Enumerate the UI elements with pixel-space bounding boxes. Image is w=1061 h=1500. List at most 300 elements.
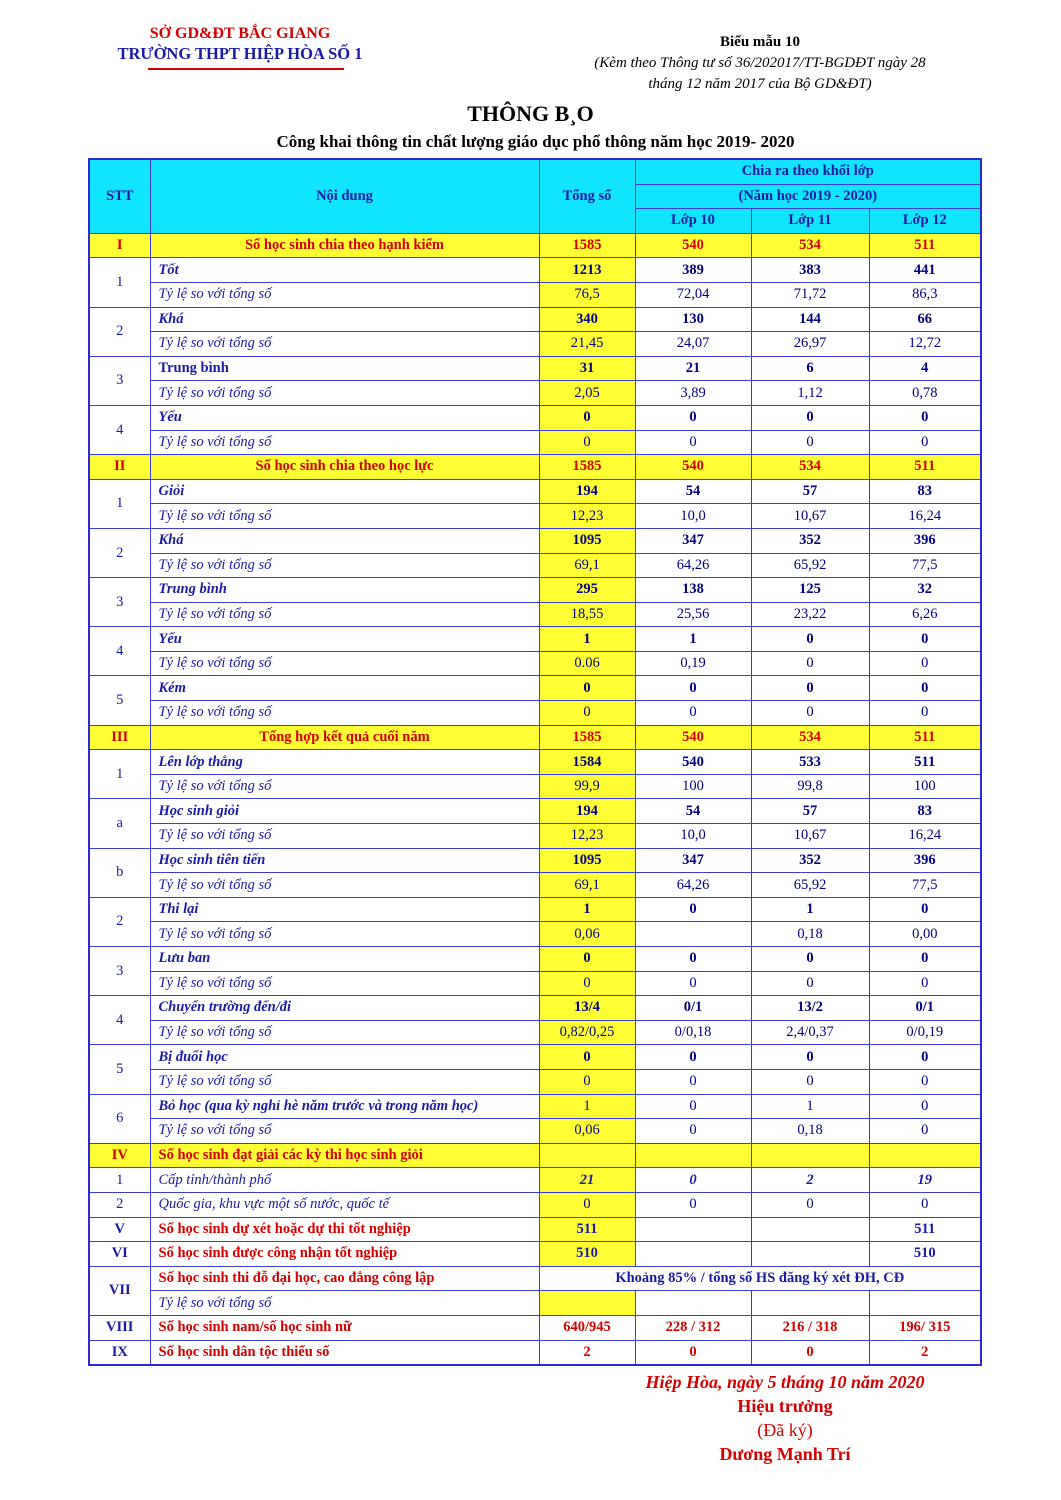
ratio-cell: 26,97 — [751, 332, 869, 357]
count-cell: 510 — [869, 1242, 981, 1267]
row-label: Yếu — [150, 405, 539, 430]
section-value: 540 — [635, 455, 751, 480]
ratio-cell: 0 — [635, 1069, 751, 1094]
count-cell: 4 — [869, 356, 981, 381]
row-number: 5 — [89, 676, 150, 725]
ratio-cell: 0 — [751, 701, 869, 726]
count-cell: 228 / 312 — [635, 1315, 751, 1340]
count-cell: 0 — [751, 676, 869, 701]
table-row — [89, 455, 981, 480]
row-label: Khá — [150, 528, 539, 553]
section-value — [869, 1143, 981, 1168]
ratio-cell: 0 — [869, 430, 981, 455]
table-row — [89, 799, 981, 824]
ratio-cell: 99,9 — [539, 774, 635, 799]
count-cell: 1 — [539, 1094, 635, 1119]
count-cell: 1584 — [539, 750, 635, 775]
ratio-cell: 0 — [869, 1069, 981, 1094]
ratio-cell: 99,8 — [751, 774, 869, 799]
ratio-cell: 0 — [635, 1119, 751, 1144]
table-row — [89, 1143, 981, 1168]
ratio-cell: 76,5 — [539, 282, 635, 307]
table-row — [89, 1192, 981, 1217]
row-number: 4 — [89, 405, 150, 454]
count-cell: 1 — [539, 897, 635, 922]
ratio-cell: 0/0,18 — [635, 1020, 751, 1045]
count-cell: 0 — [751, 405, 869, 430]
count-cell: 32 — [869, 578, 981, 603]
ratio-cell: 77,5 — [869, 873, 981, 898]
ratio-cell: 10,67 — [751, 824, 869, 849]
department-name: SỞ GD&ĐT BẮC GIANG — [149, 25, 331, 42]
ratio-cell: 25,56 — [635, 602, 751, 627]
education-quality-table — [88, 158, 982, 1366]
count-cell: 130 — [635, 307, 751, 332]
table-row — [89, 282, 981, 307]
count-cell: 0 — [635, 676, 751, 701]
section-title: Tổng hợp kết quả cuối năm — [150, 725, 539, 750]
row-number: 1 — [89, 479, 150, 528]
header-grade-12: Lớp 12 — [869, 209, 981, 234]
table-row — [89, 824, 981, 849]
row-number: 2 — [89, 1192, 150, 1217]
table-row — [89, 897, 981, 922]
ratio-cell: 0 — [869, 1119, 981, 1144]
count-cell: 0 — [869, 1045, 981, 1070]
count-cell: 352 — [751, 528, 869, 553]
ratio-cell: 2,4/0,37 — [751, 1020, 869, 1045]
ratio-cell: 69,1 — [539, 553, 635, 578]
count-cell: 295 — [539, 578, 635, 603]
table-row — [89, 701, 981, 726]
table-row — [89, 479, 981, 504]
count-cell: 2 — [869, 1340, 981, 1365]
ratio-cell — [869, 1291, 981, 1316]
ratio-cell: 2,05 — [539, 381, 635, 406]
count-cell: 347 — [635, 848, 751, 873]
table-row — [89, 1045, 981, 1070]
count-cell: 0 — [635, 897, 751, 922]
count-cell: 1095 — [539, 848, 635, 873]
ratio-label: Tỷ lệ so với tổng số — [150, 1291, 539, 1316]
row-number: 6 — [89, 1094, 150, 1143]
ratio-label: Tỷ lệ so với tổng số — [150, 824, 539, 849]
signed-note: (Đã ký) — [757, 1420, 813, 1440]
count-cell: 125 — [751, 578, 869, 603]
table-row — [89, 922, 981, 947]
count-cell: 0 — [635, 1045, 751, 1070]
count-cell: 0 — [869, 947, 981, 972]
row-label: Cấp tỉnh/thành phố — [150, 1168, 539, 1193]
count-cell: 0 — [869, 1094, 981, 1119]
count-cell: 0 — [539, 1192, 635, 1217]
count-cell: 1 — [635, 627, 751, 652]
count-cell: 138 — [635, 578, 751, 603]
ratio-cell — [539, 1291, 635, 1316]
row-number: 1 — [89, 750, 150, 799]
table-row — [89, 873, 981, 898]
section-title: Số học sinh dân tộc thiểu số — [150, 1340, 539, 1365]
signer-name: Dương Mạnh Trí — [719, 1444, 851, 1464]
section-value: 1585 — [539, 725, 635, 750]
count-cell: 0 — [539, 405, 635, 430]
count-cell: 19 — [869, 1168, 981, 1193]
row-label: Trung bình — [150, 578, 539, 603]
count-cell: 0 — [635, 1340, 751, 1365]
count-cell: 0 — [539, 1045, 635, 1070]
count-cell: 510 — [539, 1242, 635, 1267]
table-row — [89, 1242, 981, 1267]
admission-note: Khoảng 85% / tổng số HS đăng ký xét ĐH, CĐ — [539, 1266, 981, 1291]
section-value: 511 — [869, 455, 981, 480]
row-number: 1 — [89, 1168, 150, 1193]
ratio-label: Tỷ lệ so với tổng số — [150, 1069, 539, 1094]
signing-date: Hiệp Hòa, ngày 5 tháng 10 năm 2020 — [645, 1372, 925, 1392]
count-cell: 0 — [539, 676, 635, 701]
ratio-cell: 0,06 — [539, 1119, 635, 1144]
row-label: Quốc gia, khu vực một số nước, quốc tế — [150, 1192, 539, 1217]
ratio-cell: 86,3 — [869, 282, 981, 307]
count-cell: 0/1 — [869, 996, 981, 1021]
table-header-row — [89, 159, 981, 184]
count-cell: 194 — [539, 799, 635, 824]
header-grade-11: Lớp 11 — [751, 209, 869, 234]
row-number: 4 — [89, 996, 150, 1045]
count-cell: 352 — [751, 848, 869, 873]
table-row — [89, 1340, 981, 1365]
table-row — [89, 774, 981, 799]
count-cell: 0 — [751, 627, 869, 652]
table-row — [89, 627, 981, 652]
count-cell: 396 — [869, 528, 981, 553]
header-grade-10: Lớp 10 — [635, 209, 751, 234]
row-number: 3 — [89, 947, 150, 996]
ratio-label: Tỷ lệ so với tổng số — [150, 282, 539, 307]
ratio-cell: 16,24 — [869, 824, 981, 849]
section-number: III — [89, 725, 150, 750]
ratio-cell: 10,67 — [751, 504, 869, 529]
table-row — [89, 430, 981, 455]
count-cell: 1 — [751, 1094, 869, 1119]
table-row — [89, 1168, 981, 1193]
row-number: a — [89, 799, 150, 848]
ratio-cell: 0,78 — [869, 381, 981, 406]
count-cell: 144 — [751, 307, 869, 332]
table-row — [89, 1069, 981, 1094]
section-value: 534 — [751, 725, 869, 750]
ratio-label: Tỷ lệ so với tổng số — [150, 430, 539, 455]
table-row — [89, 332, 981, 357]
count-cell: 0 — [635, 1192, 751, 1217]
ratio-cell: 0 — [869, 701, 981, 726]
ratio-label: Tỷ lệ so với tổng số — [150, 1119, 539, 1144]
form-number: Biểu mẫu 10 — [719, 34, 800, 50]
row-label: Kém — [150, 676, 539, 701]
school-name-underline — [148, 68, 344, 70]
ratio-cell: 24,07 — [635, 332, 751, 357]
ratio-cell: 0 — [751, 1069, 869, 1094]
row-label: Lên lớp thẳng — [150, 750, 539, 775]
count-cell — [751, 1217, 869, 1242]
ratio-label: Tỷ lệ so với tổng số — [150, 553, 539, 578]
section-number: IX — [89, 1340, 150, 1365]
ratio-cell: 0 — [539, 701, 635, 726]
count-cell: 57 — [751, 799, 869, 824]
table-row — [89, 725, 981, 750]
table-row — [89, 1020, 981, 1045]
count-cell — [751, 1242, 869, 1267]
table-row — [89, 848, 981, 873]
row-label: Chuyển trường đến/đi — [150, 996, 539, 1021]
count-cell: 0 — [751, 1340, 869, 1365]
ratio-label: Tỷ lệ so với tổng số — [150, 971, 539, 996]
count-cell: 511 — [539, 1217, 635, 1242]
row-label: Khá — [150, 307, 539, 332]
ratio-label: Tỷ lệ so với tổng số — [150, 332, 539, 357]
ratio-cell: 0,06 — [539, 922, 635, 947]
ratio-label: Tỷ lệ so với tổng số — [150, 701, 539, 726]
header-content: Nội dung — [150, 159, 539, 233]
count-cell: 511 — [869, 750, 981, 775]
ratio-label: Tỷ lệ so với tổng số — [150, 651, 539, 676]
ratio-cell: 0,19 — [635, 651, 751, 676]
section-title: Số học sinh đạt giải các kỳ thi học sinh giỏi — [150, 1143, 539, 1168]
table-row — [89, 676, 981, 701]
row-number: 3 — [89, 578, 150, 627]
ratio-cell: 0 — [751, 971, 869, 996]
ratio-label: Tỷ lệ so với tổng số — [150, 774, 539, 799]
row-number: 2 — [89, 897, 150, 946]
row-label: Trung bình — [150, 356, 539, 381]
count-cell: 83 — [869, 799, 981, 824]
ratio-cell: 72,04 — [635, 282, 751, 307]
form-note-line2: tháng 12 năm 2017 của Bộ GD&ĐT) — [648, 76, 872, 92]
section-number: I — [89, 233, 150, 258]
header-total: Tổng số — [539, 159, 635, 233]
ratio-cell: 12,23 — [539, 824, 635, 849]
ratio-cell: 0 — [635, 701, 751, 726]
count-cell: 13/4 — [539, 996, 635, 1021]
ratio-label: Tỷ lệ so với tổng số — [150, 504, 539, 529]
ratio-cell: 64,26 — [635, 873, 751, 898]
section-number: IV — [89, 1143, 150, 1168]
count-cell: 383 — [751, 258, 869, 283]
row-label: Yếu — [150, 627, 539, 652]
section-number: VIII — [89, 1315, 150, 1340]
count-cell: 54 — [635, 799, 751, 824]
section-number: II — [89, 455, 150, 480]
row-number: 4 — [89, 627, 150, 676]
row-label: Lưu ban — [150, 947, 539, 972]
section-title: Số học sinh chia theo hạnh kiểm — [150, 233, 539, 258]
table-row — [89, 1094, 981, 1119]
ratio-cell — [635, 1291, 751, 1316]
school-name: TRƯỜNG THPT HIỆP HÒA SỐ 1 — [117, 44, 363, 63]
section-value: 1585 — [539, 233, 635, 258]
issuer-block — [70, 24, 410, 64]
count-cell: 0 — [635, 405, 751, 430]
table-row — [89, 1315, 981, 1340]
section-value: 1585 — [539, 455, 635, 480]
ratio-label: Tỷ lệ so với tổng số — [150, 381, 539, 406]
count-cell: 533 — [751, 750, 869, 775]
signer-role: Hiệu trưởng — [737, 1396, 833, 1416]
count-cell: 396 — [869, 848, 981, 873]
count-cell: 1 — [539, 627, 635, 652]
section-title: Số học sinh chia theo học lực — [150, 455, 539, 480]
table-row — [89, 750, 981, 775]
ratio-cell: 10,0 — [635, 824, 751, 849]
ratio-cell: 0,18 — [751, 922, 869, 947]
count-cell: 66 — [869, 307, 981, 332]
document-title: THÔNG B¸O — [467, 101, 594, 126]
ratio-cell: 0/0,19 — [869, 1020, 981, 1045]
count-cell: 216 / 318 — [751, 1315, 869, 1340]
section-value: 534 — [751, 233, 869, 258]
ratio-cell: 0 — [539, 430, 635, 455]
section-title: Số học sinh dự xét hoặc dự thi tốt nghiệp — [150, 1217, 539, 1242]
section-number: VI — [89, 1242, 150, 1267]
count-cell: 31 — [539, 356, 635, 381]
ratio-cell: 12,72 — [869, 332, 981, 357]
count-cell: 0 — [751, 1045, 869, 1070]
row-number: 5 — [89, 1045, 150, 1094]
row-label: Học sinh giỏi — [150, 799, 539, 824]
section-value — [635, 1143, 751, 1168]
count-cell: 0 — [869, 627, 981, 652]
section-value — [751, 1143, 869, 1168]
ratio-cell: 6,26 — [869, 602, 981, 627]
count-cell: 389 — [635, 258, 751, 283]
section-value: 540 — [635, 233, 751, 258]
ratio-cell: 21,45 — [539, 332, 635, 357]
row-number: 2 — [89, 528, 150, 577]
header-stt: STT — [89, 159, 150, 233]
row-number: 2 — [89, 307, 150, 356]
table-row — [89, 1217, 981, 1242]
ratio-cell: 65,92 — [751, 873, 869, 898]
ratio-label: Tỷ lệ so với tổng số — [150, 602, 539, 627]
ratio-cell: 0 — [751, 651, 869, 676]
ratio-cell: 0 — [869, 651, 981, 676]
ratio-cell: 71,72 — [751, 282, 869, 307]
count-cell: 0 — [539, 947, 635, 972]
ratio-cell: 3,89 — [635, 381, 751, 406]
ratio-label: Tỷ lệ so với tổng số — [150, 873, 539, 898]
ratio-cell: 0 — [539, 971, 635, 996]
ratio-cell: 0,00 — [869, 922, 981, 947]
table-row — [89, 381, 981, 406]
count-cell: 54 — [635, 479, 751, 504]
section-title: Số học sinh nam/số học sinh nữ — [150, 1315, 539, 1340]
ratio-cell: 1,12 — [751, 381, 869, 406]
ratio-cell: 12,23 — [539, 504, 635, 529]
ratio-cell: 100 — [869, 774, 981, 799]
count-cell: 540 — [635, 750, 751, 775]
count-cell: 1213 — [539, 258, 635, 283]
section-number: V — [89, 1217, 150, 1242]
ratio-cell: 0 — [539, 1069, 635, 1094]
count-cell: 0 — [635, 1094, 751, 1119]
ratio-label: Tỷ lệ so với tổng số — [150, 1020, 539, 1045]
table-row — [89, 947, 981, 972]
section-value: 511 — [869, 233, 981, 258]
ratio-label: Tỷ lệ so với tổng số — [150, 922, 539, 947]
section-value: 511 — [869, 725, 981, 750]
ratio-cell: 16,24 — [869, 504, 981, 529]
table-row — [89, 528, 981, 553]
section-value — [539, 1143, 635, 1168]
section-number: VII — [89, 1266, 150, 1315]
count-cell: 6 — [751, 356, 869, 381]
count-cell — [635, 1217, 751, 1242]
ratio-cell: 100 — [635, 774, 751, 799]
ratio-cell: 77,5 — [869, 553, 981, 578]
count-cell: 441 — [869, 258, 981, 283]
table-row — [89, 233, 981, 258]
table-row — [89, 1266, 981, 1291]
count-cell: 347 — [635, 528, 751, 553]
count-cell: 13/2 — [751, 996, 869, 1021]
count-cell: 1095 — [539, 528, 635, 553]
table-row — [89, 578, 981, 603]
count-cell: 0 — [751, 947, 869, 972]
row-number: b — [89, 848, 150, 897]
count-cell: 2 — [751, 1168, 869, 1193]
table-row — [89, 307, 981, 332]
count-cell: 0 — [635, 947, 751, 972]
count-cell: 640/945 — [539, 1315, 635, 1340]
table-row — [89, 405, 981, 430]
count-cell: 0 — [869, 1192, 981, 1217]
table-row — [89, 996, 981, 1021]
row-number: 3 — [89, 356, 150, 405]
header-grade-group: Chia ra theo khối lớp — [635, 159, 981, 184]
table-row — [89, 602, 981, 627]
form-reference — [545, 32, 975, 95]
table-row — [89, 971, 981, 996]
row-label: Giỏi — [150, 479, 539, 504]
count-cell: 57 — [751, 479, 869, 504]
document-subtitle: Công khai thông tin chất lượng giáo dục phổ thông năm học 2019- 2020 — [276, 132, 795, 151]
ratio-cell: 0 — [635, 430, 751, 455]
count-cell: 0 — [635, 1168, 751, 1193]
count-cell: 0 — [869, 676, 981, 701]
ratio-cell: 23,22 — [751, 602, 869, 627]
count-cell: 0/1 — [635, 996, 751, 1021]
ratio-cell: 69,1 — [539, 873, 635, 898]
table-row — [89, 1119, 981, 1144]
section-title: Số học sinh được công nhận tốt nghiệp — [150, 1242, 539, 1267]
count-cell: 0 — [869, 897, 981, 922]
ratio-cell: 0,82/0,25 — [539, 1020, 635, 1045]
ratio-cell — [751, 1291, 869, 1316]
row-label: Bị đuổi học — [150, 1045, 539, 1070]
ratio-cell: 0.06 — [539, 651, 635, 676]
section-value: 540 — [635, 725, 751, 750]
ratio-cell: 0,18 — [751, 1119, 869, 1144]
count-cell: 511 — [869, 1217, 981, 1242]
section-title: Số học sinh thi đỗ đại học, cao đẳng công lập — [150, 1266, 539, 1291]
row-label: Thi lại — [150, 897, 539, 922]
count-cell: 21 — [635, 356, 751, 381]
row-label: Học sinh tiên tiến — [150, 848, 539, 873]
section-value: 534 — [751, 455, 869, 480]
table-row — [89, 504, 981, 529]
count-cell: 0 — [751, 1192, 869, 1217]
row-label: Tốt — [150, 258, 539, 283]
count-cell: 196/ 315 — [869, 1315, 981, 1340]
